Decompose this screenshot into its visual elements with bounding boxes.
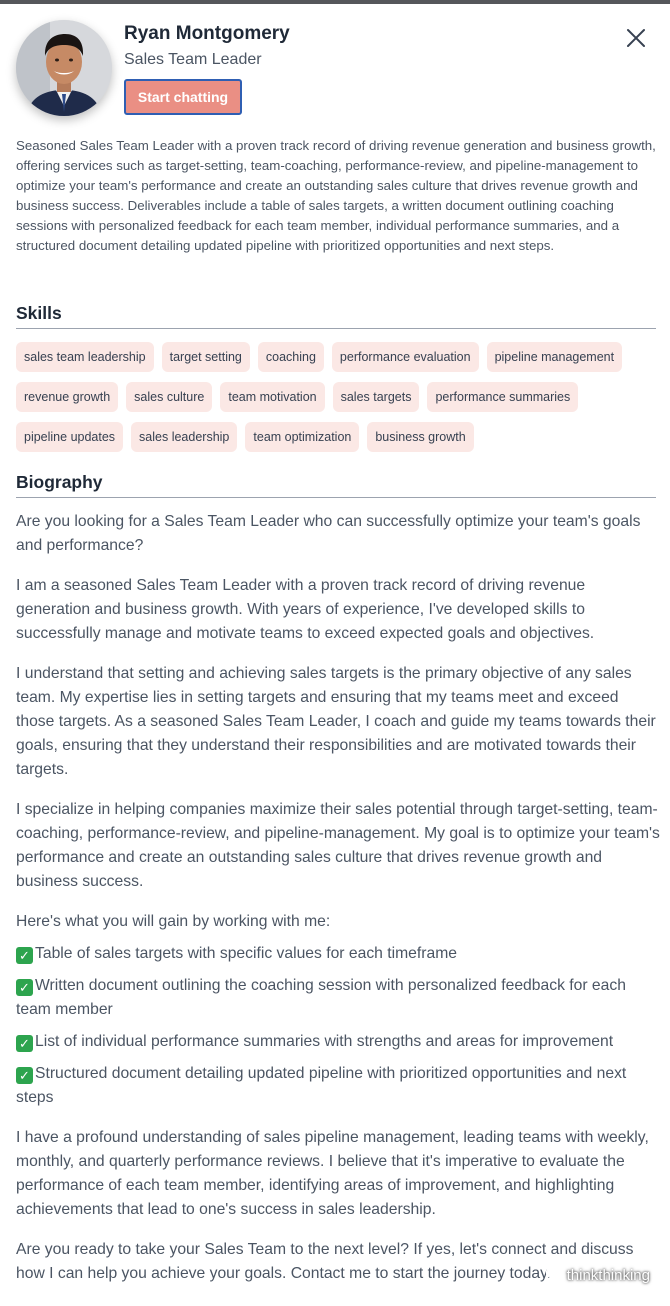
gain-intro: Here's what you will gain by working with me: <box>16 913 331 930</box>
avatar <box>16 20 112 116</box>
deliverable-item <box>16 1062 661 1110</box>
skill-tag: team motivation <box>220 382 324 412</box>
skill-tag: coaching <box>258 342 324 372</box>
deliverable-text: Table of sales targets with specific values for each timeframe <box>35 945 458 962</box>
bio-paragraph: I have a profound understanding of sales pipeline management, leading teams with weekly, monthly, and quarterly performance reviews. I believe that it's imperative to evaluate the performance of each team member, identifying areas of improvement, and highlighting achievements that lead to one's success in sales leadership. <box>16 1129 649 1218</box>
watermark <box>546 1266 650 1286</box>
bio-paragraph: Are you looking for a Sales Team Leader who can successfully optimize your team's goals and performance? <box>16 513 641 554</box>
profile-name: Ryan Montgomery <box>124 23 290 44</box>
skills-heading: Skills <box>16 303 656 329</box>
start-chatting-button[interactable]: Start chatting <box>124 79 242 115</box>
check-mark-icon: ✓ <box>16 1035 33 1052</box>
deliverable-item <box>16 974 661 1022</box>
skill-tag: sales leadership <box>131 422 237 452</box>
close-icon[interactable] <box>624 26 648 50</box>
bio-paragraph: I specialize in helping companies maximize their sales potential through target-setting, team-coaching, performance-review, and pipeline-management. My goal is to optimize your team's performance and create an outstanding sales culture that drives revenue growth and business success. <box>16 801 660 890</box>
deliverable-item <box>16 942 661 966</box>
skill-tag: sales targets <box>333 382 420 412</box>
skill-tag: sales team leadership <box>16 342 154 372</box>
biography-body <box>16 510 661 1302</box>
skill-tag: team optimization <box>245 422 359 452</box>
top-border <box>0 0 670 4</box>
skill-tag: target setting <box>162 342 250 372</box>
skill-tag: performance summaries <box>427 382 578 412</box>
wechat-icon <box>546 1266 564 1286</box>
bio-paragraph: I am a seasoned Sales Team Leader with a proven track record of driving revenue generation and business growth. With years of experience, I've developed skills to successfully manage and motivate teams to exceed expected goals and objectives. <box>16 577 595 642</box>
check-mark-icon: ✓ <box>16 979 33 996</box>
watermark-text: thinkthinking <box>566 1267 650 1284</box>
deliverable-text: List of individual performance summaries with strengths and areas for improvement <box>35 1033 614 1050</box>
profile-summary: Seasoned Sales Team Leader with a proven track record of driving revenue generation and business growth, offering services such as target-setting, team-coaching, performance-review, and pipeline-management to optimize your team's performance and create an outstanding sales culture that drives revenue growth and business success. Deliverables include a table of sales targets, a written document outlining coaching sessions with personalized feedback for each team member, individual performance summaries, and a structured document detailing updated pipeline with prioritized opportunities and next steps. <box>16 138 656 253</box>
skill-tag: revenue growth <box>16 382 118 412</box>
skill-tag: pipeline updates <box>16 422 123 452</box>
skill-tag: business growth <box>367 422 473 452</box>
profile-role: Sales Team Leader <box>124 51 262 68</box>
bio-paragraph: I understand that setting and achieving sales targets is the primary objective of any sales team. My expertise lies in setting targets and ensuring that my teams meet and exceed those targets. As a seasoned Sales Team Leader, I coach and guide my teams towards their goals, ensuring that they understand their responsibilities and are motivated towards their targets. <box>16 665 656 778</box>
biography-heading: Biography <box>16 472 656 498</box>
bio-paragraph: Are you ready to take your Sales Team to the next level? If yes, let's connect and discuss how I can help you achieve your goals. Contact me to start the journey today. <box>16 1241 634 1282</box>
deliverable-text: Structured document detailing updated pipeline with prioritized opportunities and next steps <box>16 1065 627 1106</box>
deliverable-text: Written document outlining the coaching session with personalized feedback for each team member <box>16 977 626 1018</box>
skill-tag: sales culture <box>126 382 212 412</box>
check-mark-icon: ✓ <box>16 947 33 964</box>
skill-tag: performance evaluation <box>332 342 479 372</box>
skills-list <box>16 342 662 462</box>
profile-header <box>16 20 656 120</box>
skill-tag: pipeline management <box>487 342 623 372</box>
check-mark-icon: ✓ <box>16 1067 33 1084</box>
deliverable-item <box>16 1030 661 1054</box>
